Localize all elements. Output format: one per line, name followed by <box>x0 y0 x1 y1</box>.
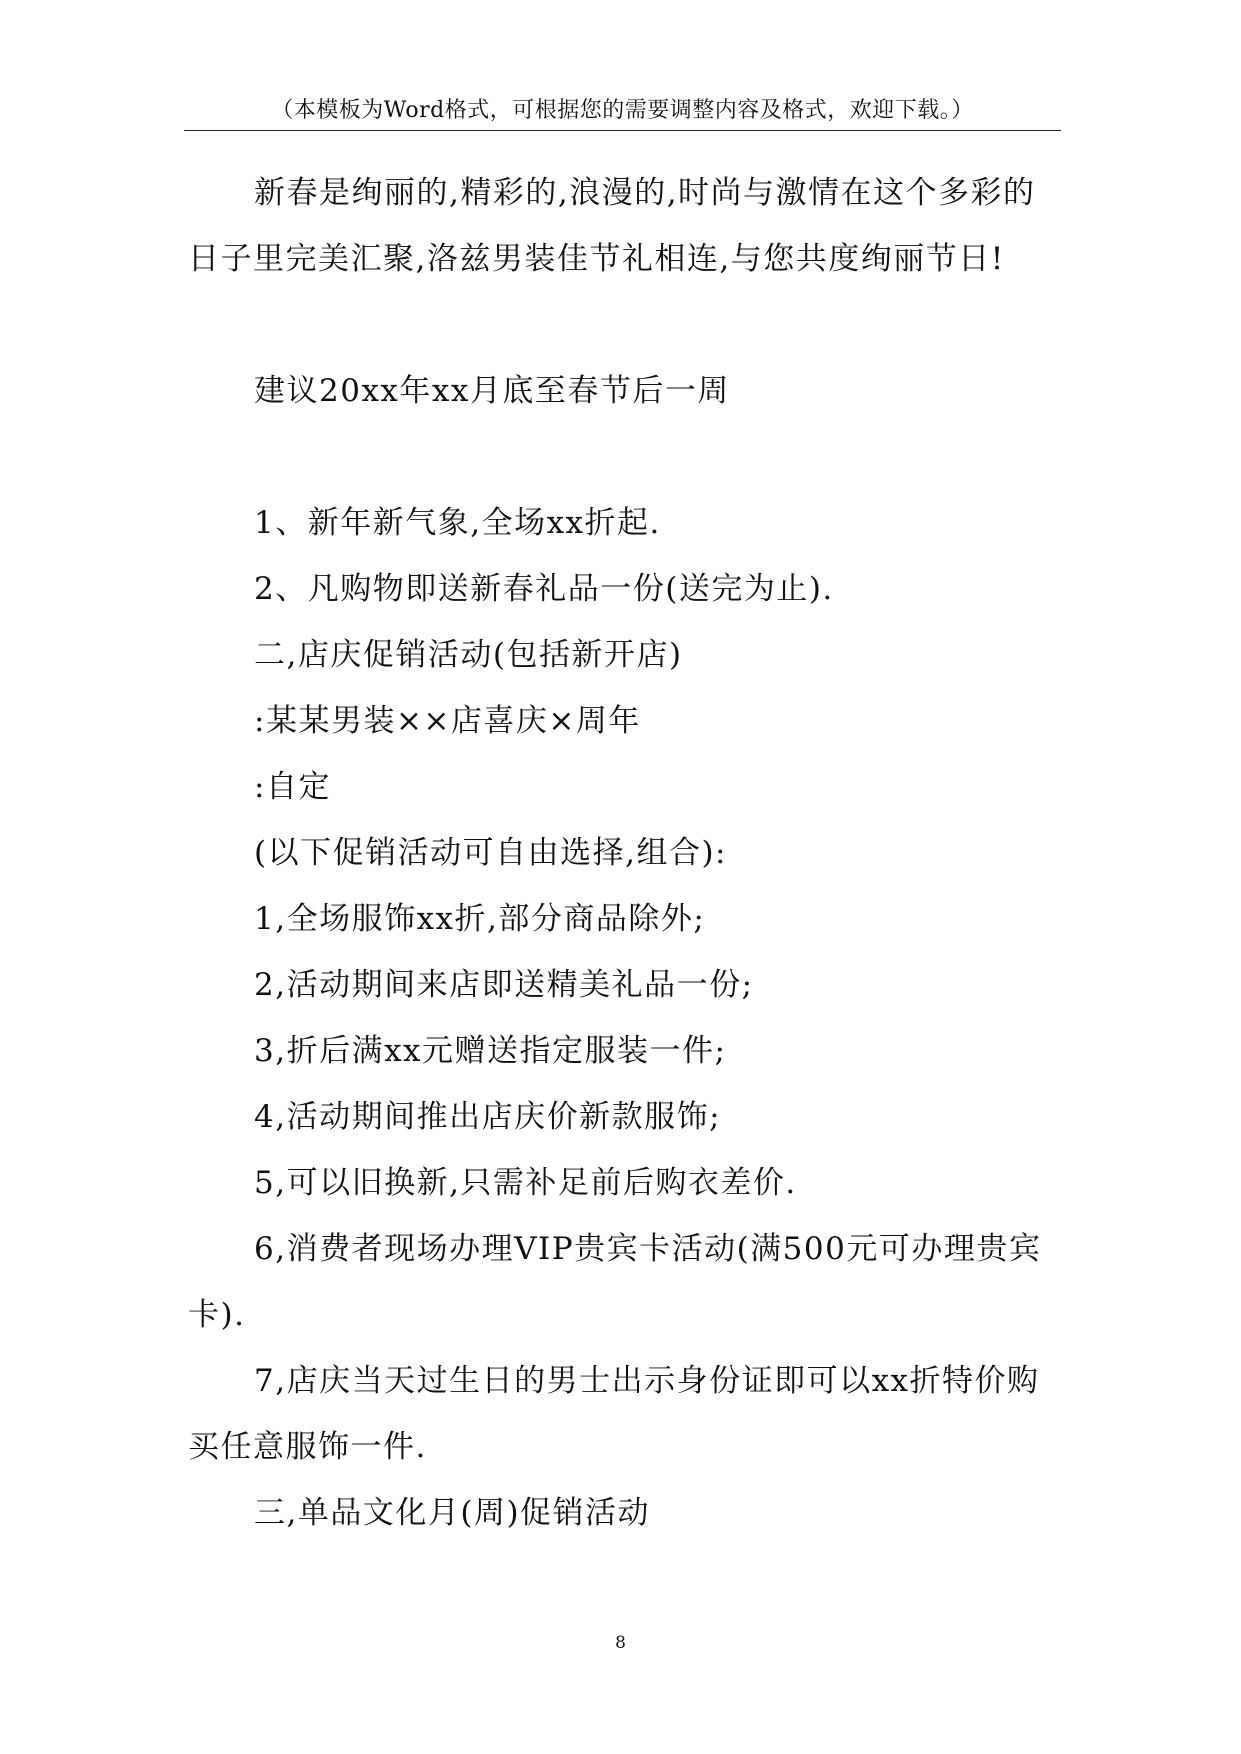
intro-paragraph: 新春是绚丽的,精彩的,浪漫的,时尚与激情在这个多彩的日子里完美汇聚,洛兹男装佳节礼相连,与您共度绚丽节日! <box>188 175 1036 277</box>
list-item: 6,消费者现场办理VIP贵宾卡活动(满500元可办理贵宾卡). <box>188 1231 1042 1333</box>
list-item: 3,折后满xx元赠送指定服装一件; <box>254 1033 727 1069</box>
list-item: 2、凡购物即送新春礼品一份(送完为止). <box>254 571 834 607</box>
list-item: 1,全场服饰xx折,部分商品除外; <box>254 901 706 937</box>
section-heading: 二,店庆促销活动(包括新开店) <box>254 637 683 673</box>
list-item: 1、新年新气象,全场xx折起. <box>254 505 661 541</box>
section-heading: 三,单品文化月(周)促销活动 <box>254 1495 651 1531</box>
options-note: (以下促销活动可自由选择,组合): <box>254 835 727 871</box>
document-body <box>188 160 1048 1546</box>
blank-line <box>188 292 1048 358</box>
list-item: 7,店庆当天过生日的男士出示身份证即可以xx折特价购买任意服饰一件. <box>188 1363 1040 1465</box>
theme-line: :某某男装××店喜庆×周年 <box>254 703 641 739</box>
header-divider <box>184 130 1061 131</box>
template-notice: （本模板为Word格式，可根据您的需要调整内容及格式，欢迎下载。） <box>271 98 974 123</box>
blank-line <box>188 424 1048 490</box>
list-item: 4,活动期间推出店庆价新款服饰; <box>254 1099 722 1135</box>
page-number: 8 <box>615 1633 626 1653</box>
list-item: 5,可以旧换新,只需补足前后购衣差价. <box>254 1165 797 1201</box>
list-item: 2,活动期间来店即送精美礼品一份; <box>254 967 754 1003</box>
time-line: :自定 <box>254 769 331 805</box>
period-paragraph: 建议20xx年xx月底至春节后一周 <box>254 373 730 409</box>
